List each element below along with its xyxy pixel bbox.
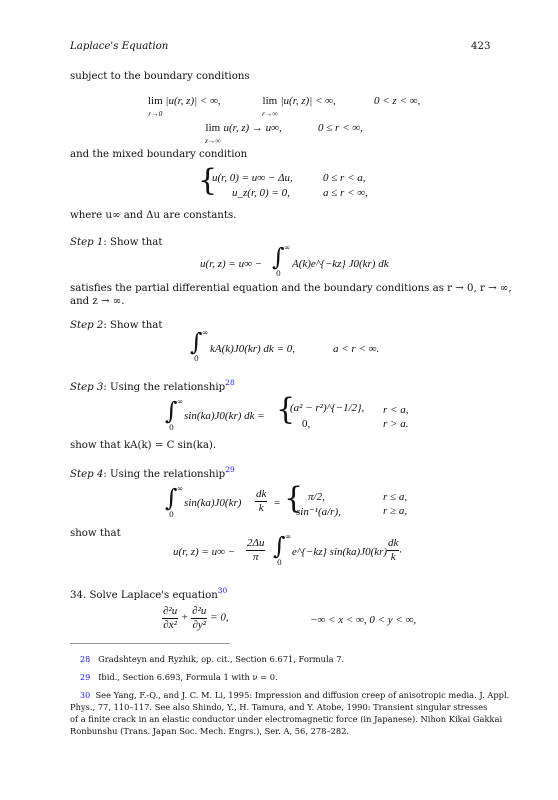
step-3-heading: Step 3: Using the relationship$^{28}$: [70, 378, 235, 393]
step3-case-1: (a² − r²)^{−1/2},: [290, 402, 365, 414]
paragraph-show-kA: show that kA(k) = C sin(ka).: [70, 440, 217, 451]
paragraph-show-that: show that: [70, 528, 121, 539]
footnote-30-line-4: Ronbunshu (Trans. Japan Soc. Mech. Engrs.), Ser. A, 56, 278–282.: [70, 726, 350, 736]
laplace-domain: −∞ < x < ∞, 0 < y < ∞,: [310, 614, 417, 626]
integral-sign: ∫ ∞ 0: [190, 328, 209, 363]
step4-eq-body: sin(ka)J0(kr): [184, 497, 242, 509]
bc-limit-3: lim z→∞ u(r, z) → u∞,: [205, 122, 282, 145]
step4-case-2-range: r ≥ a,: [383, 505, 408, 517]
fraction-2du-pi: $\frac{2\Delta u}{\pi}$: [247, 537, 265, 563]
paragraph-satisfies: satisfies the partial differential equation and the boundary conditions as r → 0, r → ∞,: [70, 283, 512, 294]
bc-limit-1: lim r→0 |u(r, z)| < ∞,: [148, 95, 221, 118]
bc-range-2: 0 ≤ r < ∞,: [318, 122, 363, 134]
paragraph-satisfies-2: and z → ∞.: [70, 296, 125, 307]
footnote-rule: [70, 643, 230, 644]
step3-case-1-range: r < a,: [383, 404, 409, 416]
integral-sign: ∫ ∞ 0: [165, 397, 184, 432]
running-header-title: Laplace's Equation: [70, 41, 169, 52]
step4-case-1: π/2,: [308, 491, 325, 503]
bc-limit-2: lim r→∞ |u(r, z)| < ∞,: [262, 95, 336, 118]
integral-sign: ∫ ∞ 0: [165, 484, 184, 519]
paragraph-mixed: and the mixed boundary condition: [70, 149, 248, 160]
step4-case-1-range: r ≤ a,: [383, 491, 408, 503]
left-brace: {: [276, 392, 296, 427]
step4-case-2: sin⁻¹(a/r),: [296, 506, 341, 518]
step1-eq-left: u(r, z) = u∞ −: [200, 258, 263, 270]
step3-case-2-range: r > a.: [383, 418, 409, 430]
fraction-dk-k: $\frac{dk}{k}$: [256, 488, 267, 514]
final-eq-body: e^{−kz} sin(ka)J0(kr): [292, 546, 388, 558]
paragraph-subject: subject to the boundary conditions: [70, 71, 250, 82]
step2-eq-body: kA(k)J0(kr) dk = 0,: [210, 343, 295, 355]
paragraph-where: where u∞ and Δu are constants.: [70, 210, 237, 221]
left-brace: {: [198, 163, 218, 198]
final-eq-left: u(r, z) = u∞ −: [173, 546, 236, 558]
page-number: 423: [471, 41, 491, 52]
step3-eq-body: sin(ka)J0(kr) dk =: [184, 410, 265, 422]
step-4-heading: Step 4: Using the relationship$^{29}$: [70, 465, 235, 480]
step-1-heading: Step 1: Show that: [70, 237, 163, 248]
fraction-dk-k: $\frac{dk}{k}$ .: [388, 537, 403, 563]
integral-sign: ∫ ∞ 0: [272, 243, 291, 278]
step1-eq-body: A(k)e^{−kz} J0(kr) dk: [292, 258, 389, 270]
problem-34-heading: 34. Solve Laplace's equation$^{30}$: [70, 586, 228, 601]
mixed-range-2: a ≤ r < ∞,: [323, 187, 368, 199]
equals-sign: =: [274, 497, 281, 509]
footnote-30-line-3: of a finite crack in an elastic conductor under electromagnetic force (in Japanese). Nihon Kikai Gakkai: [70, 714, 503, 724]
footnote-30: 30 See Yang, F.-Q., and J. C. M. Li, 1995: Impression and diffusion creep of anisotropic media. J. Appl.: [80, 690, 510, 700]
mixed-range-1: 0 ≤ r < a,: [323, 172, 366, 184]
footnote-28: 28 Gradshteyn and Ryzhik, op. cit., Section 6.671, Formula 7.: [80, 654, 345, 664]
mixed-eq-1: u(r, 0) = u∞ − Δu,: [212, 172, 293, 184]
bc-range-1: 0 < z < ∞,: [374, 95, 421, 107]
laplace-equation: $\frac{\text{∂²u}}{\text{∂x²}}$ + $\frac{\text{∂²u}}{\text{∂y²}}$ = 0,: [163, 605, 229, 631]
step3-case-2: 0,: [302, 418, 311, 430]
mixed-eq-2: u_z(r, 0) = 0,: [232, 187, 290, 199]
footnote-29: 29 Ibid., Section 6.693, Formula 1 with ν = 0.: [80, 672, 278, 682]
left-brace: {: [284, 481, 304, 516]
integral-sign: ∫ ∞ 0: [273, 532, 292, 567]
footnote-30-line-2: Phys., 77, 110–117. See also Shindo, Y., H. Tamura, and Y. Atobe, 1990: Transient singular stresses: [70, 702, 488, 712]
step2-eq-range: a < r < ∞.: [333, 343, 380, 355]
step-2-heading: Step 2: Show that: [70, 320, 163, 331]
